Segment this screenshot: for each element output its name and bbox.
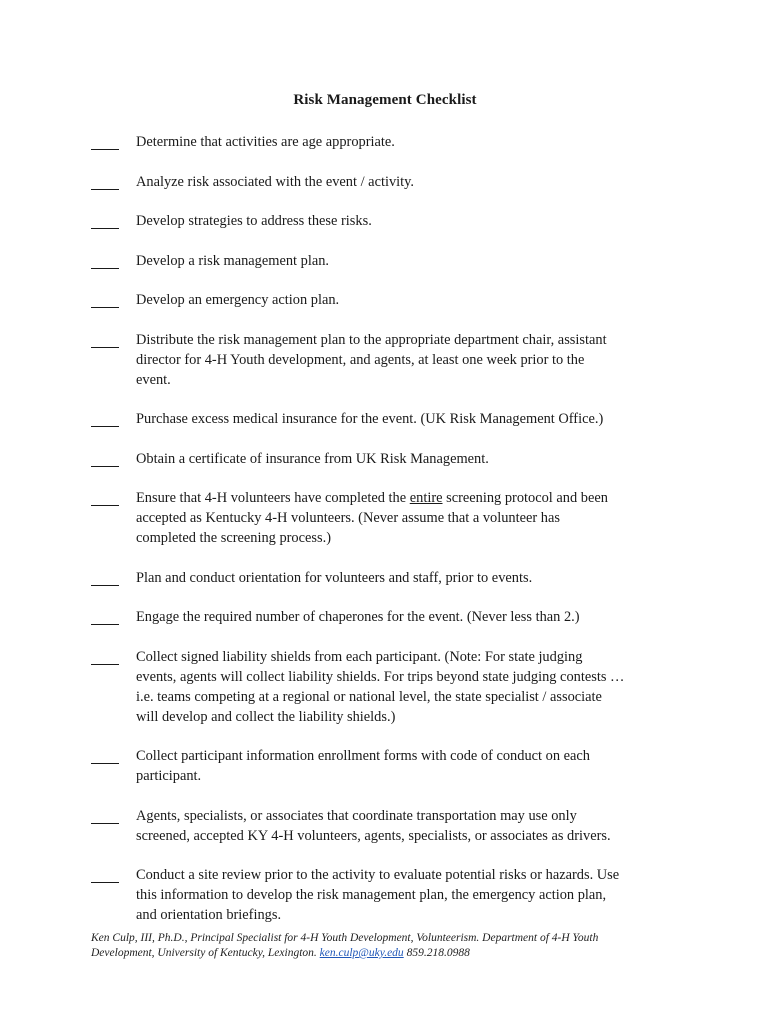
checklist-item xyxy=(91,647,691,727)
check-blank xyxy=(91,487,119,506)
item-text-before: Ensure that 4-H volunteers have completed the xyxy=(136,490,410,506)
item-text-after: screening protocol and been accepted as Kentucky 4-H volunteers. (Never assume that a volunteer has completed the screening process.) xyxy=(136,490,608,546)
checklist-item xyxy=(91,132,691,152)
check-blank xyxy=(91,864,119,883)
footer-affiliation: Development, University of Kentucky, Lexington. xyxy=(91,947,320,959)
checklist-item xyxy=(91,865,691,925)
page-title: Risk Management Checklist xyxy=(293,92,477,108)
footer-line-2 xyxy=(91,946,691,961)
check-blank xyxy=(91,329,119,348)
checklist-item xyxy=(91,488,691,548)
checklist-item-text: Collect signed liability shields from each participant. (Note: For state judging events, agents will collect liability shields. For trips beyond state judging contests … i.e. teams competing at a regional or national level, the state specialist / associate will develop and collect the liability shields.) xyxy=(136,648,625,725)
checklist-item-text: Plan and conduct orientation for volunteers and staff, prior to events. xyxy=(136,569,533,586)
checklist-item xyxy=(91,607,691,627)
checklist-item xyxy=(91,290,691,310)
check-blank xyxy=(91,805,119,824)
checklist-item-text: Develop strategies to address these risks. xyxy=(136,213,372,229)
check-blank xyxy=(91,606,119,625)
check-blank xyxy=(91,567,119,586)
checklist-item-text: Determine that activities are age appropriate. xyxy=(136,134,395,150)
checklist-item xyxy=(91,211,691,231)
checklist-item-text: Conduct a site review prior to the activity to evaluate potential risks or hazards. Use this information to develop the risk management plan, the emergency action plan, and orientation briefings. xyxy=(136,867,620,923)
checklist-item xyxy=(91,449,691,469)
checklist-item-text xyxy=(136,488,691,548)
email-link[interactable]: ken.culp@uky.edu xyxy=(319,947,404,959)
checklist-item xyxy=(91,330,691,390)
checklist-item-text: Develop an emergency action plan. xyxy=(136,292,340,308)
footer-line-1: Ken Culp, III, Ph.D., Principal Specialist for 4-H Youth Development, Volunteerism. Department of 4-H Youth xyxy=(91,932,599,944)
checklist-item xyxy=(91,568,691,588)
check-blank xyxy=(91,646,119,665)
checklist-item-text: Agents, specialists, or associates that coordinate transportation may use only screened, accepted KY 4-H volunteers, agents, specialists, or associates as drivers. xyxy=(136,807,611,844)
checklist-item-text: Analyze risk associated with the event / activity. xyxy=(136,173,414,190)
checklist-item-text: Obtain a certificate of insurance from UK Risk Management. xyxy=(136,450,489,467)
check-blank xyxy=(91,250,119,269)
check-blank xyxy=(91,131,119,150)
check-blank xyxy=(91,745,119,764)
check-blank xyxy=(91,408,119,427)
check-blank xyxy=(91,448,119,467)
checklist-item xyxy=(91,409,691,429)
checklist-item xyxy=(91,746,691,786)
check-blank xyxy=(91,210,119,229)
underlined-word: entire xyxy=(409,490,443,506)
checklist-item-text: Purchase excess medical insurance for the event. (UK Risk Management Office.) xyxy=(136,411,604,427)
checklist-item-text: Engage the required number of chaperones for the event. (Never less than 2.) xyxy=(136,609,580,625)
check-blank xyxy=(91,289,119,308)
checklist-item-text: Distribute the risk management plan to the appropriate department chair, assistant director for 4-H Youth development, and agents, at least one week prior to the event. xyxy=(136,331,607,388)
checklist xyxy=(91,132,691,945)
checklist-item xyxy=(91,172,691,192)
checklist-item-text: Develop a risk management plan. xyxy=(136,252,330,269)
checklist-item xyxy=(91,251,691,271)
checklist-item xyxy=(91,806,691,846)
footer-credit xyxy=(91,931,691,961)
check-blank xyxy=(91,171,119,190)
footer-phone: 859.218.0988 xyxy=(403,947,470,959)
checklist-item-text: Collect participant information enrollment forms with code of conduct on each participant. xyxy=(136,748,590,784)
